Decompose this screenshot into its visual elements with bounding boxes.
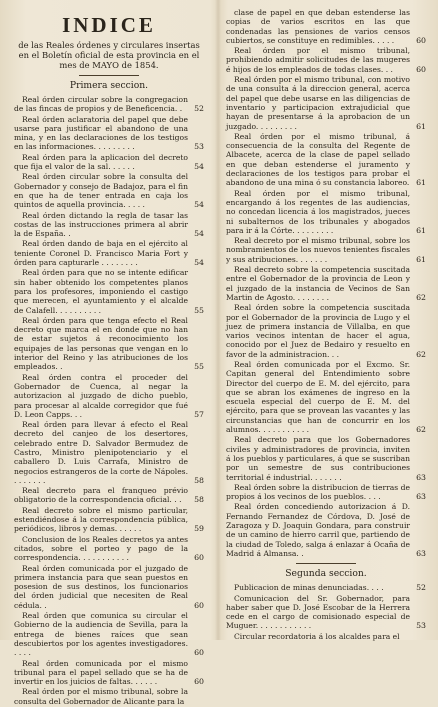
- entry-page-number: 55: [194, 305, 204, 315]
- index-entry: [226, 594, 426, 631]
- entry-text: Real decreto para el franqueo prévio obligatorio de la correspondencia oficial. . .: [14, 486, 188, 505]
- document-title: INDICE: [62, 13, 156, 37]
- entry-text: Publicacion de minas denunciadas. . . .: [234, 583, 384, 593]
- entry-page-number: 54: [194, 162, 204, 172]
- index-entry: [226, 502, 426, 558]
- index-entry: [226, 303, 426, 359]
- entry-page-number: 54: [194, 229, 204, 239]
- entry-page-number: 63: [416, 548, 426, 558]
- index-entry: [14, 564, 204, 610]
- entry-page-number: 54: [194, 258, 204, 268]
- index-entry: [226, 265, 426, 302]
- entry-page-number: 57: [194, 409, 204, 419]
- entry-page-number: 60: [194, 677, 204, 687]
- entry-text: Real órden por el mismo tribunal, encargando á los regentes de las audiencias, no concedan licencia á los magistrados, jueces ni subalternos de los tribunales y abogados para ir á la Córte. . . . . . . . .: [226, 188, 410, 235]
- entry-page-number: 60: [194, 600, 204, 610]
- index-entry: [14, 211, 204, 239]
- index-entry: [226, 360, 426, 434]
- index-entry: [14, 420, 204, 485]
- right-column: [226, 8, 426, 642]
- entry-text: Real órden para que tenga efecto el Real decreto que marca el en donde que no han de estar sujetos á reconocimiento los equipajes de las personas que vengan en lo interior del Reino y las atribuciones de los empleados. .: [14, 315, 188, 372]
- entry-text: Real órden por el mismo tribunal, sobre la consulta del Gobernador de Alicante para la: [14, 687, 188, 706]
- index-entry: [14, 153, 204, 172]
- entry-text: Real órden aclaratoria del papel que debe usarse para justificar el abandono de una mina, y en las declaraciones de los testigos en las informaciones. . . . . . . . .: [14, 114, 188, 152]
- entry-text: Real órden por el mismo tribunal, á consecuencia de la consulta del Regente de Albacete, acerca de la clase de papel sellado en que deban estenderse el juramento y declaraciones de los testigos para probar el abandono de una mina ó su constancia laboreo.: [226, 131, 410, 188]
- index-entry: [14, 659, 204, 687]
- entry-page-number: 54: [194, 200, 204, 210]
- index-entry: [14, 373, 204, 419]
- entry-text: Real órden por el mismo tribunal, con motivo de una consulta á la direccion general, acerca del papel que debe usarse en las diligencias de inventario y participacion extrajudicial que hayan de presentarse á la aprobacion de un juzgado. . . . . . . . .: [226, 75, 410, 131]
- entry-text: Conclusion de los Reales decretos ya antes citados, sobre el porteo y pago de la correspondencia. . . . . . . . . . .: [14, 534, 188, 563]
- entry-text: Circular recordatoria á los alcaldes para el: [234, 631, 400, 641]
- entry-page-number: 59: [194, 524, 204, 534]
- entry-page-number: 53: [194, 142, 204, 152]
- entry-page-number: 63: [416, 492, 426, 502]
- entry-page-number: 61: [416, 121, 426, 131]
- entry-page-number: 58: [194, 495, 204, 505]
- entry-page-number: 52: [194, 104, 204, 114]
- entry-page-number: 62: [416, 292, 426, 302]
- entry-page-number: 60: [416, 64, 426, 74]
- entry-page-number: 60: [416, 35, 426, 45]
- section-divider: [296, 563, 356, 564]
- entry-text: Real órden circular sobre la consulta del Gobernador y consejo de Badajoz, para el fin en que ha de tener entrada en caja los quintos de aquella provincia. . . . .: [14, 172, 188, 210]
- left-column: [14, 8, 204, 707]
- index-entry: [14, 95, 204, 114]
- entry-text: Real órden por el mismo tribunal, prohibiendo admitir solicitudes de las mugeres é hijos de los empleados de todas clases. . .: [226, 46, 410, 74]
- section-heading-segunda: Segunda seccion.: [285, 568, 367, 580]
- entry-text: Real órden dando de baja en el ejército al teniente Coronel D. Francisco Maria Fort y órden para capturarle . . . . . . . .: [14, 239, 188, 268]
- entry-text: Real órden que comunica su circular el Gobierno de la audiencia de Sevilla, para la entrega de bienes raíces que sean descubiertos por los agentes investigadores. . . . .: [14, 611, 188, 658]
- entry-page-number: 53: [416, 621, 426, 631]
- entry-text: Real órden comunicada por el juzgado de primera instancia para que sean puestos en posesion de sus destinos, los funcionarios del órden judicial que necesiten de Real cédula. .: [14, 563, 188, 610]
- index-entry: [14, 506, 204, 534]
- index-entry: [14, 486, 204, 505]
- index-entry: [14, 115, 204, 152]
- entry-text: Real órden sobre la competencia suscitada por el Gobernador de la provincia de Lugo y el juez de primera instancia de Villalba, en que varios vecinos intentan de hacer el agua, conocido por el Juez de Bedairo y resuelto en favor de la administracion. . .: [226, 303, 410, 359]
- index-entry: [14, 611, 204, 657]
- index-entry: [14, 535, 204, 563]
- entry-text: Real órden sobre la distribucion de tierras de propios á los vecinos de los pueblos. . . .: [226, 482, 410, 502]
- entry-text: Real órden dictando la regla de tasar las costas de las instrucciones primera al abrir la de España. .: [14, 210, 188, 239]
- entry-text: Real órden para llevar á efecto el Real decreto del canjeo de los desertores, celebrado entre D. Salvador Bermudez de Castro, Ministro plenipotenciario y el caballero D. Luis Carrafa, Ministro de negocios estrangeros de la corte de Nápoles. . . . . . . .: [14, 420, 188, 485]
- entry-text: Real órden contra el proceder del Gobernador de Cuenca, al negar la autorizacion al juzgado de dicho pueblo, para procesar al alcalde corregidor que fué D. Leon Capps. . .: [14, 372, 188, 419]
- entry-text: Real decreto para que los Gobernadores civiles y administradores de provincia, inviten á los pueblos y particulares, á que se suscriban por un semestre de sus contribuciones territorial é industrial. . . . . . .: [226, 435, 410, 482]
- entry-page-number: 63: [416, 472, 426, 482]
- left-entry-list: [14, 95, 204, 706]
- entry-text: Real decreto sobre el mismo particular, estendiéndose á la correspondencia pública, periódicos, libros y demas. . . . . .: [14, 505, 188, 534]
- entry-page-number: 62: [416, 349, 426, 359]
- entry-text: clase de papel en que deban estenderse las copias de varios escritos en las que condenadas las pensiones de varios censos cubiertos, se constituye en redimibles. . . . .: [226, 8, 410, 45]
- index-entry: [14, 268, 204, 314]
- entry-text: Real órden para la aplicacion del decreto que fija el valor de la sal. . . . . .: [14, 152, 188, 172]
- index-entry: [226, 132, 426, 188]
- entry-page-number: 60: [194, 648, 204, 658]
- entry-text: Real órden comunicada por el Excmo. Sr. Capitan general del Entendimiento sobre Director del cuerpo de E. M. del ejército, para que se abran los exámenes de ingreso en la escuela especial del cuerpo de E. M. del ejército, para que se provean las vacantes y las circunstancias que han de concurrir en los alumnos. . . . . . . . . . .: [226, 359, 410, 435]
- index-entry: [14, 316, 204, 372]
- entry-page-number: 61: [416, 225, 426, 235]
- index-entry: [226, 8, 426, 45]
- entry-page-number: 61: [416, 254, 426, 264]
- entry-text: Comunicacion del Sr. Gobernador, para haber saber que D. José Escobar de la Herrera cede en el cargo de comisionado especial de Muguer. . . . . . . . . . . .: [226, 593, 410, 631]
- index-entry: [226, 189, 426, 235]
- document-subtitle: de las Reales órdenes y circulares insertas en el Boletín oficial de esta provincia en el mes de MAYO de 1854.: [18, 40, 200, 70]
- entry-page-number: 61: [416, 178, 426, 188]
- right-entry-list-bottom: [226, 583, 426, 641]
- entry-text: Real órden comunicada por el mismo tribunal para el papel sellado que se ha de invertir en los juicios de faltas. . . . . .: [14, 658, 188, 687]
- entry-text: Real decreto sobre la competencia suscitada entre el Gobernador de la provincia de Leon y el juzgado de la instancia de Vecinos de San Martin de Agosto. . . . . . . .: [226, 265, 410, 302]
- index-entry: [226, 46, 426, 74]
- entry-text: Real órden circular sobre la congregacion de las fincas de propios y de Beneficencia. .: [14, 95, 188, 114]
- entry-page-number: 62: [416, 425, 426, 435]
- entry-page-number: 58: [194, 475, 204, 485]
- entry-text: Real decreto por el mismo tribunal, sobre los nombramientos de los nuevos tenientes fiscales y sus atribuciones. . . . . . .: [226, 236, 410, 264]
- index-entry: [226, 483, 426, 502]
- index-entry: [14, 239, 204, 267]
- index-entry: [14, 172, 204, 209]
- entry-page-number: 60: [194, 553, 204, 563]
- index-entry: [226, 583, 426, 592]
- entry-text: Real órden concediendo autorizacion á D. Fernando Fernandez de Córdova, D. José de Zaragoza y D. Joaquin Gondara, para construir de un camino de hierro carril que, partiendo de la ciudad de Toledo, salga á enlazar á Ocaña de Madrid á Almansa. .: [226, 502, 410, 558]
- title-divider: [79, 75, 139, 76]
- index-entry: [226, 236, 426, 264]
- entry-text: Real órden para que no se intente edificar sin haber obtenido los competentes planos para los profesores, imponiendo el castigo que merecen, el ayuntamiento y el alcalde de Calafell. . . . . . . . . .: [14, 268, 188, 315]
- right-entry-list-top: [226, 8, 426, 558]
- index-entry: [226, 75, 426, 131]
- section-heading-primera: Primera seccion.: [69, 80, 149, 91]
- entry-page-number: 52: [416, 583, 426, 593]
- page-gutter: [215, 0, 221, 640]
- index-entry: [14, 687, 204, 706]
- entry-page-number: 55: [194, 362, 204, 372]
- index-entry: [226, 435, 426, 481]
